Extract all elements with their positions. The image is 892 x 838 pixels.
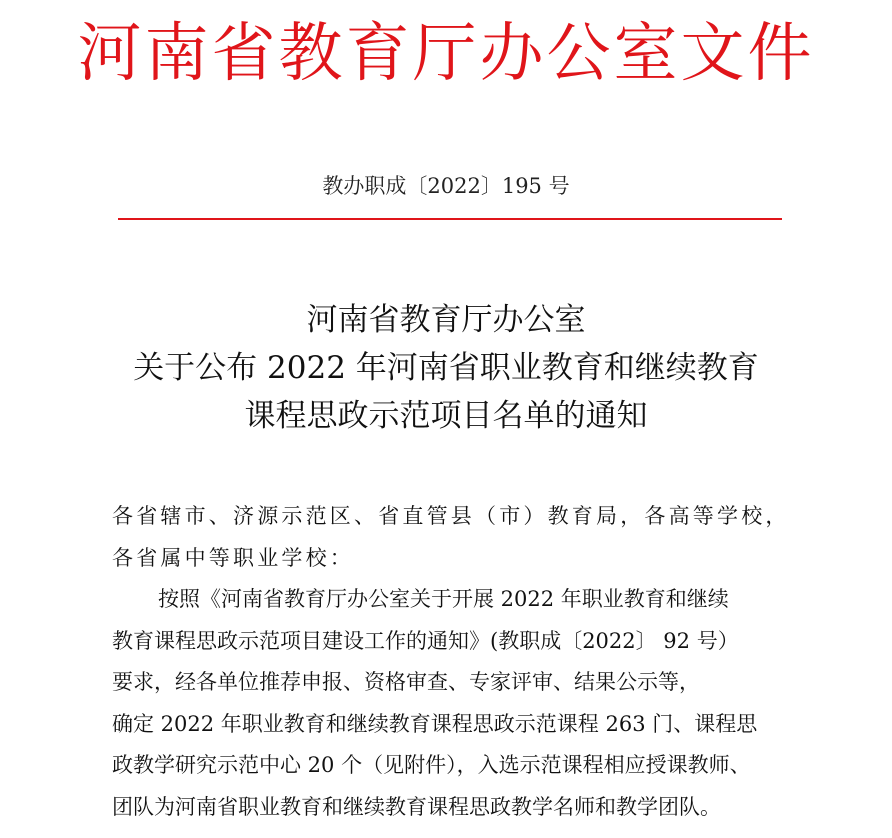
paragraph-line: 按照《河南省教育厅办公室关于开展 2022 年职业教育和继续	[158, 587, 729, 611]
paragraph-line: 政教学研究示范中心 20 个（见附件），入选示范课程相应授课教师、	[112, 753, 751, 777]
notice-title	[0, 296, 892, 440]
paragraph-line: 确定 2022 年职业教育和继续教育课程思政示范课程 263 门、课程思	[112, 711, 758, 736]
addressee	[112, 496, 792, 579]
document-header-title: 河南省教育厅办公室文件	[77, 17, 815, 91]
red-separator-line	[118, 218, 782, 220]
notice-title-line: 课程思政示范项目名单的通知	[244, 398, 648, 434]
body-paragraph	[112, 579, 792, 828]
paragraph-line: 团队为河南省职业教育和继续教育课程思政教学名师和教学团队。	[112, 794, 721, 819]
notice-title-line: 关于公布 2022 年河南省职业教育和继续教育	[133, 350, 759, 386]
addressee-line: 各省辖市、济源示范区、省直管县（市）教育局，各高等学校，	[112, 504, 790, 528]
addressee-line: 各省属中等职业学校：	[112, 545, 354, 570]
notice-body	[112, 496, 792, 828]
document-number: 教办职成〔2022〕195 号	[322, 174, 570, 198]
notice-title-line: 河南省教育厅办公室	[306, 302, 586, 338]
paragraph-line: 要求，经各单位推荐申报、资格审查、专家评审、结果公示等，	[112, 670, 700, 694]
paragraph-line: 教育课程思政示范项目建设工作的通知》(教职成〔2022〕 92 号）	[112, 628, 739, 653]
